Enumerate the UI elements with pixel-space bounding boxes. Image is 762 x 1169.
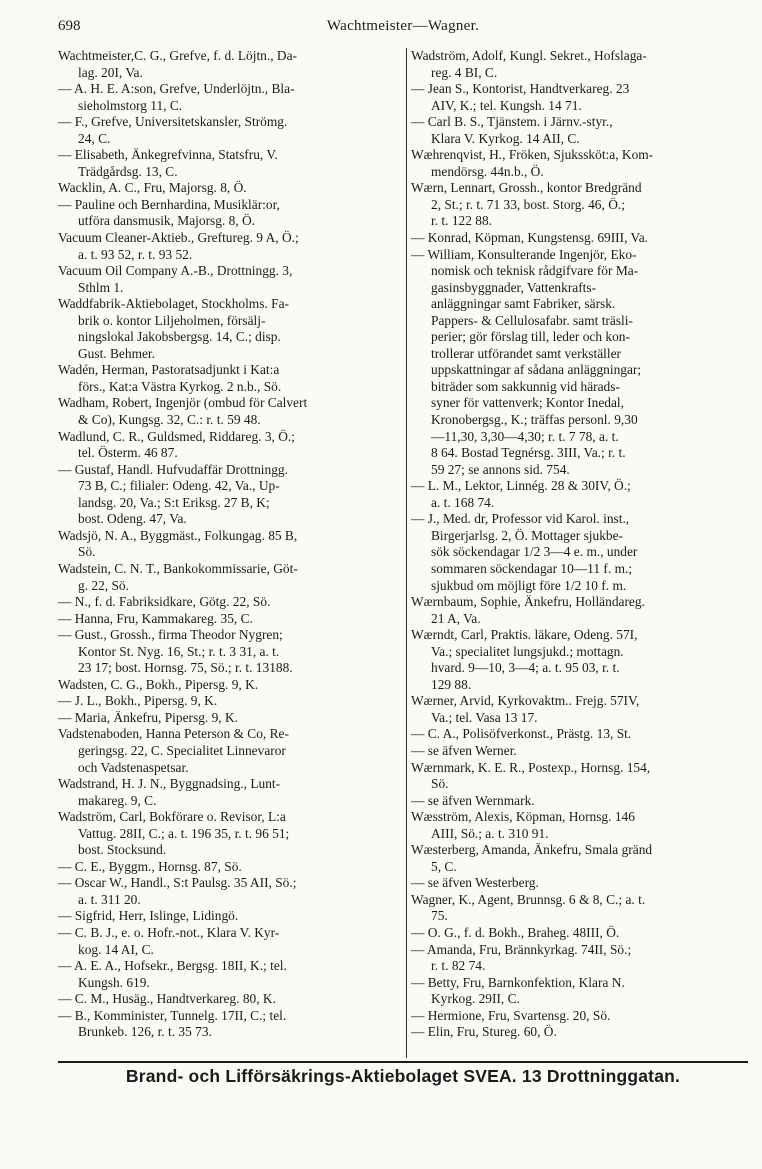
directory-entry-line: — J. L., Bokh., Pipersg. 9, K.	[58, 693, 218, 709]
directory-entry-line: anläggningar samt Fabriker, särsk.	[431, 296, 616, 312]
directory-entry-line: — William, Konsulterande Ingenjör, Eko-	[411, 246, 637, 262]
directory-entry-line: trollerar utförandet samt verkställer	[431, 345, 621, 361]
directory-entry-line: 5, C.	[431, 858, 457, 874]
directory-entry-line: Sö.	[78, 544, 96, 560]
directory-entry-line: Wadlund, C. R., Guldsmed, Riddareg. 3, Ö.;	[58, 428, 295, 444]
directory-entry-line: — Sigfrid, Herr, Islinge, Lidingö.	[58, 908, 239, 924]
directory-entry-line: — C. B. J., e. o. Hofr.-not., Klara V. Kyr-	[58, 924, 280, 940]
directory-entry-line: 23 17; bost. Hornsg. 75, Sö.; r. t. 13188.	[78, 660, 293, 676]
directory-entry-line: a. t. 311 20.	[78, 891, 141, 907]
directory-entry-line: Wadstein, C. N. T., Bankokommissarie, Göt-	[58, 560, 298, 576]
directory-entry-line: — O. G., f. d. Bokh., Braheg. 48III, Ö.	[411, 924, 620, 940]
directory-entry-line: Wadsjö, N. A., Byggmäst., Folkungag. 85 B,	[58, 527, 298, 543]
directory-entry-line: sjukbud om möjligt före 1/2 10 f. m.	[431, 577, 627, 593]
directory-entry-line: — C. A., Polisöfverkonst., Prästg. 13, St.	[411, 726, 632, 742]
directory-entry-line: mendörsg. 44n.b., Ö.	[431, 163, 544, 179]
directory-entry-line: Gust. Behmer.	[78, 345, 155, 361]
directory-entry-line: Vattug. 28II, C.; a. t. 196 35, r. t. 96 51;	[78, 825, 290, 841]
directory-entry-line: utföra dansmusik, Majorsg. 8, Ö.	[78, 213, 256, 229]
directory-entry-line: — L. M., Lektor, Linnég. 28 & 30IV, Ö.;	[411, 478, 631, 494]
directory-entry-line: reg. 4 BI, C.	[431, 64, 498, 80]
directory-entry-line: biträder som sakkunnig vid härads-	[431, 378, 620, 394]
directory-entry-line: — A. E. A., Hofsekr., Bergsg. 18II, K.; tel.	[58, 958, 287, 974]
directory-entry-line: Sthlm 1.	[78, 279, 124, 295]
directory-entry-line: 59 27; se annons sid. 754.	[431, 461, 570, 477]
directory-entry-line: — Pauline och Bernhardina, Musiklär:or,	[58, 196, 280, 212]
directory-entry-line: — C. M., Husäg., Handtverkareg. 80, K.	[58, 991, 276, 1007]
directory-entry-line: nomisk och teknisk rådgifvare för Ma-	[431, 263, 639, 279]
directory-entry-line: hvard. 9—10, 3—4; a. t. 95 03, r. t.	[431, 660, 620, 676]
directory-entry-line: 2, St.; r. t. 71 33, bost. Storg. 46, Ö.;	[431, 196, 625, 212]
directory-entry-line: syner för vattenverk; Kontor Inedal,	[431, 395, 624, 411]
directory-entry-line: förs., Kat:a Västra Kyrkog. 2 n.b., Sö.	[78, 378, 282, 394]
directory-entry-line: Wachtmeister,C. G., Grefve, f. d. Löjtn., Da-	[58, 48, 297, 63]
directory-entry-line: — Gustaf, Handl. Hufvudaffär Drottningg.	[58, 461, 288, 477]
directory-entry-line: perier; gör förslag till, leder och kon-	[431, 329, 630, 345]
directory-entry-line: Wæsterberg, Amanda, Änkefru, Smala gränd	[411, 842, 653, 858]
directory-entry-line: Kronobergsg., K.; träffas personl. 9,30	[431, 412, 638, 428]
directory-entry-line: — se äfven Wernmark.	[411, 792, 535, 808]
directory-entry-line: — J., Med. dr, Professor vid Karol. inst.,	[411, 511, 630, 527]
directory-entry-line: brik o. kontor Liljeholmen, försälj-	[78, 312, 266, 328]
directory-entry-line: och Vadstenaspetsar.	[78, 759, 189, 775]
directory-entry-line: — se äfven Werner.	[411, 742, 517, 758]
page-number: 698	[58, 18, 81, 34]
directory-entry-line: — N., f. d. Fabriksidkare, Götg. 22, Sö.	[58, 594, 271, 610]
directory-entry-line: sieholmstorg 11, C.	[78, 97, 183, 113]
directory-entry-line: 129 88.	[431, 676, 472, 692]
directory-entry-line: Wærnmark, K. E. R., Postexp., Hornsg. 154,	[411, 759, 651, 775]
directory-entry-line: Trädgårdsg. 13, C.	[78, 163, 178, 179]
directory-entry-line: Wærnbaum, Sophie, Änkefru, Holländareg.	[411, 594, 645, 610]
directory-entry-line: — Oscar W., Handl., S:t Paulsg. 35 AII, Sö.;	[58, 875, 297, 891]
directory-entry-line: Wærner, Arvid, Kyrkovaktm.. Frejg. 57IV,	[411, 693, 640, 709]
directory-entry-line: Wæsström, Alexis, Köpman, Hornsg. 146	[411, 809, 635, 825]
directory-entry-line: 8 64. Bostad Tegnérsg. 3III, Va.; r. t.	[431, 445, 626, 461]
directory-entry-line: — C. E., Byggm., Hornsg. 87, Sö.	[58, 858, 242, 874]
directory-entry-line: Kontor St. Nyg. 16, St.; r. t. 3 31, a. t.	[78, 643, 280, 659]
directory-entry-line: Vacuum Cleaner-Aktieb., Greftureg. 9 A, Ö.;	[58, 230, 299, 246]
directory-entry-line: — Amanda, Fru, Brännkyrkag. 74II, Sö.;	[411, 941, 632, 957]
directory-entry-line: — F., Grefve, Universitetskansler, Strömg.	[58, 114, 288, 130]
directory-entry-line: Wadham, Robert, Ingenjör (ombud för Calvert	[58, 395, 308, 411]
directory-entry-line: — Maria, Änkefru, Pipersg. 9, K.	[58, 709, 238, 725]
directory-entry-line: Vadstenaboden, Hanna Peterson & Co, Re-	[58, 726, 289, 742]
directory-entry-line: Wadström, Carl, Bokförare o. Revisor, L:a	[58, 809, 286, 825]
directory-entry-line: kog. 14 AI, C.	[78, 941, 154, 957]
directory-entry-line: AIV, K.; tel. Kungsh. 14 71.	[431, 97, 582, 113]
directory-entry-line: — Hanna, Fru, Kammakareg. 35, C.	[58, 610, 253, 626]
directory-entry-line: sommaren söckendagar 10—11 f. m.;	[431, 560, 633, 576]
page-header	[58, 18, 748, 40]
directory-entry-line: tel. Österm. 46 87.	[78, 445, 178, 461]
directory-entry-line: Brunkeb. 126, r. t. 35 73.	[78, 1024, 212, 1040]
directory-entry-line: Wærn, Lennart, Grossh., kontor Bredgränd	[411, 180, 642, 196]
directory-entry-line: 24, C.	[78, 130, 111, 146]
column-divider	[406, 48, 407, 1058]
directory-entry-line: —11,30, 3,30—4,30; r. t. 7 78, a. t.	[431, 428, 619, 444]
directory-entry-line: landsg. 20, Va.; S:t Eriksg. 27 B, K;	[78, 494, 270, 510]
directory-entry-line: Pappers- & Cellulosafabr. samt träsli-	[431, 312, 633, 328]
directory-entry-line: geringsg. 22, C. Specialitet Linnevaror	[78, 742, 286, 758]
directory-entry-line: r. t. 122 88.	[431, 213, 493, 229]
directory-entry-line: Wæhrenqvist, H., Fröken, Sjukssköt:a, Kom-	[411, 147, 654, 163]
directory-entry-line: Kyrkog. 29II, C.	[431, 991, 520, 1007]
footer-advert: Brand- och Lifförsäkrings-Aktiebolaget SVEA. 13 Drottninggatan.	[125, 1066, 681, 1086]
directory-entry-line: — Elin, Fru, Stureg. 60, Ö.	[411, 1024, 557, 1040]
directory-entry-line: Wadström, Adolf, Kungl. Sekret., Hofslaga-	[411, 48, 647, 63]
directory-entry-line: — Elisabeth, Änkegrefvinna, Statsfru, V.	[58, 147, 278, 163]
directory-entry-line: 75.	[431, 908, 448, 924]
directory-entry-line: AIII, Sö.; a. t. 310 91.	[431, 825, 549, 841]
running-head: Wachtmeister—Wagner.	[326, 18, 480, 34]
directory-entry-line: gasinsbyggnader, Vattenkrafts-	[431, 279, 597, 295]
directory-entry-line: a. t. 168 74.	[431, 494, 495, 510]
directory-entry-line: — Gust., Grossh., firma Theodor Nygren;	[58, 627, 283, 643]
directory-entry-line: — Konrad, Köpman, Kungstensg. 69III, Va.	[411, 230, 649, 246]
directory-entry-line: Wadstrand, H. J. N., Byggnadsing., Lunt-	[58, 776, 281, 792]
directory-entry-line: & Co), Kungsg. 32, C.: r. t. 59 48.	[78, 412, 261, 428]
directory-entry-line: uppskattningar af sådana anläggningar;	[431, 362, 642, 378]
directory-entry-line: makareg. 9, C.	[78, 792, 157, 808]
directory-entry-line: — Betty, Fru, Barnkonfektion, Klara N.	[411, 974, 625, 990]
left-column	[58, 48, 404, 1041]
directory-entry-line: bost. Stocksund.	[78, 842, 167, 858]
directory-entry-line: — Jean S., Kontorist, Handtverkareg. 23	[411, 81, 630, 97]
directory-entry-line: Kungsh. 619.	[78, 974, 150, 990]
directory-entry-line: — se äfven Westerberg.	[411, 875, 539, 891]
directory-entry-line: Wagner, K., Agent, Brunnsg. 6 & 8, C.; a. t.	[411, 891, 646, 907]
directory-entry-line: Wadsten, C. G., Bokh., Pipersg. 9, K.	[58, 676, 259, 692]
directory-entry-line: — A. H. E. A:son, Grefve, Underlöjtn., Bla-	[58, 81, 295, 97]
directory-entry-line: ningslokal Jakobsbergsg. 14, C.; disp.	[78, 329, 281, 345]
directory-entry-line: Wærndt, Carl, Praktis. läkare, Odeng. 57I,	[411, 627, 638, 643]
directory-entry-line: a. t. 93 52, r. t. 93 52.	[78, 246, 193, 262]
directory-entry-line: Va.; tel. Vasa 13 17.	[431, 709, 538, 725]
directory-entry-line: Wacklin, A. C., Fru, Majorsg. 8, Ö.	[58, 180, 247, 196]
directory-entry-line: — B., Komminister, Tunnelg. 17II, C.; tel.	[58, 1007, 287, 1023]
directory-entry-line: Va.; specialitet lungsjukd.; mottagn.	[431, 643, 624, 659]
directory-entry-line: 73 B, C.; filialer: Odeng. 42, Va., Up-	[78, 478, 280, 494]
directory-entry-line: Waddfabrik-Aktiebolaget, Stockholms. Fa-	[58, 296, 289, 312]
directory-entry-line: — Hermione, Fru, Svartensg. 20, Sö.	[411, 1007, 611, 1023]
directory-entry-line: g. 22, Sö.	[78, 577, 129, 593]
directory-entry-line: sök söckendagar 1/2 3—4 e. m., under	[431, 544, 638, 560]
directory-entry-line: — Carl B. S., Tjänstem. i Järnv.-styr.,	[411, 114, 613, 130]
directory-entry-line: Sö.	[431, 776, 449, 792]
directory-entry-line: Birgerjarlsg. 2, Ö. Mottager sjukbe-	[431, 527, 624, 543]
directory-entry-line: lag. 20I, Va.	[78, 64, 143, 80]
directory-entry-line: 21 A, Va.	[431, 610, 481, 626]
directory-entry-line: bost. Odeng. 47, Va.	[78, 511, 187, 527]
directory-entry-line: Klara V. Kyrkog. 14 AII, C.	[431, 130, 580, 146]
right-column	[411, 48, 749, 1041]
directory-entry-line: Wadén, Herman, Pastoratsadjunkt i Kat:a	[58, 362, 280, 378]
directory-entry-line: r. t. 82 74.	[431, 958, 486, 974]
directory-entry-line: Vacuum Oil Company A.-B., Drottningg. 3,	[58, 263, 293, 279]
footer-rule	[58, 1061, 748, 1063]
